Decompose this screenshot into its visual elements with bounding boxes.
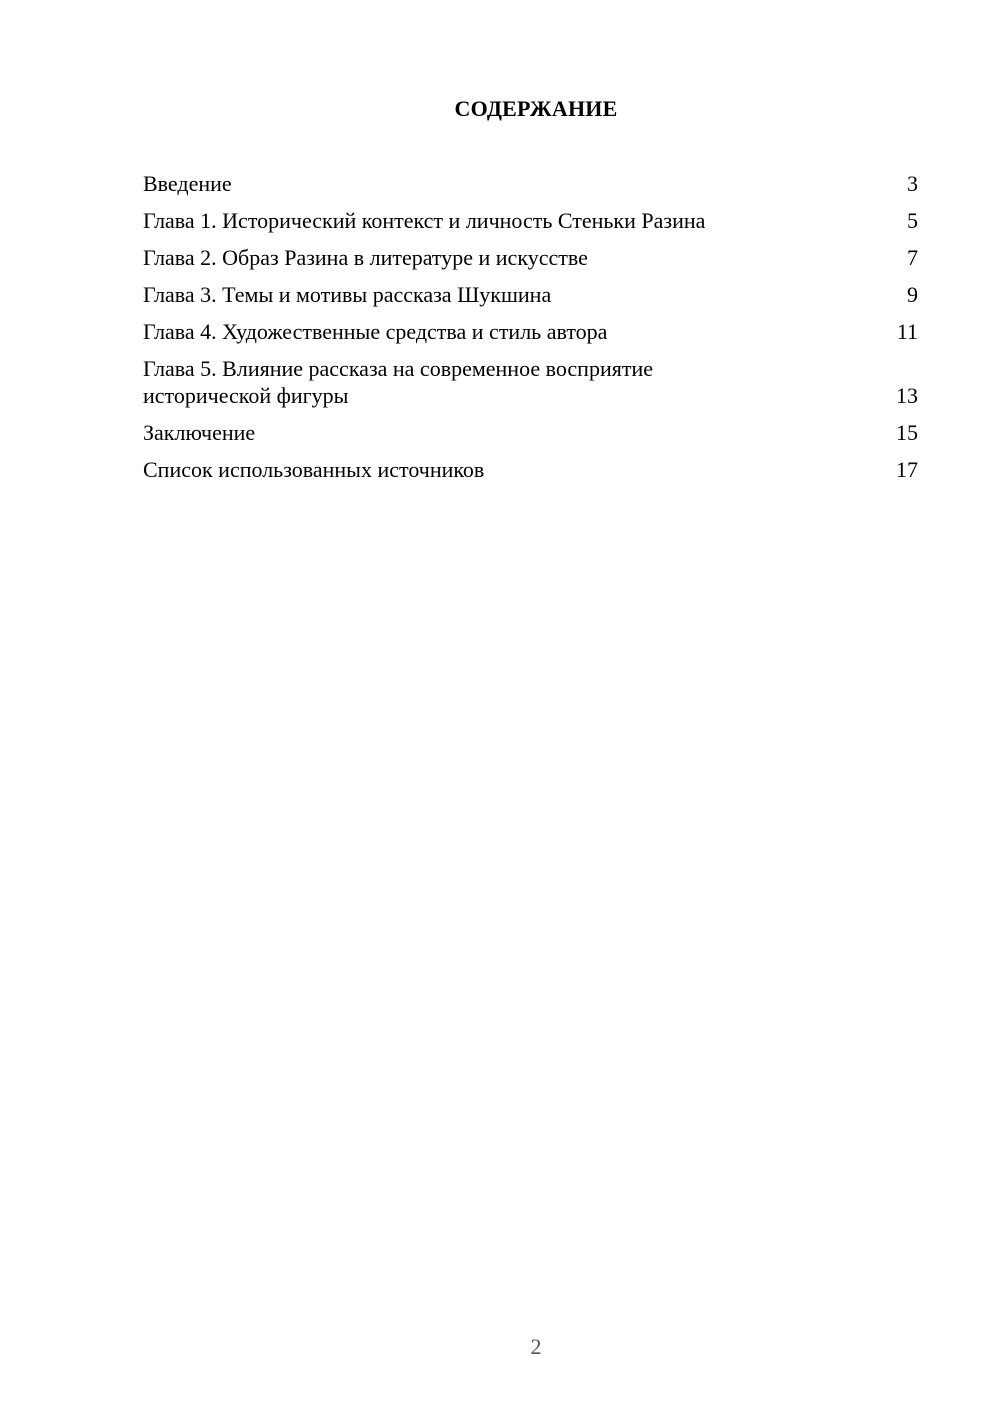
toc-entry-page: 11 [896, 319, 918, 344]
toc-entry-page: 5 [907, 208, 918, 233]
toc-entry-references[interactable] [143, 456, 918, 483]
toc-entry-label: Введение [143, 171, 232, 196]
table-of-contents [143, 170, 918, 493]
toc-entry-label: Список использованных источников [143, 457, 485, 482]
toc-entry-chapter-1[interactable] [143, 207, 918, 234]
toc-entry-label: Глава 2. Образ Разина в литературе и искусстве [143, 245, 588, 270]
toc-entry-label: Глава 4. Художественные средства и стиль автора [143, 319, 608, 344]
toc-entry-conclusion[interactable] [143, 419, 918, 446]
toc-entry-page: 15 [896, 420, 918, 445]
toc-entry-page: 13 [896, 383, 918, 408]
toc-entry-page: 17 [896, 457, 918, 482]
toc-entry-label: Глава 5. Влияние рассказа на современное восприятие исторической фигуры [143, 356, 653, 408]
toc-entry-chapter-4[interactable] [143, 318, 918, 345]
toc-entry-chapter-3[interactable] [143, 281, 918, 308]
page-number: 2 [530, 1334, 542, 1359]
toc-entry-label: Глава 3. Темы и мотивы рассказа Шукшина [143, 282, 552, 307]
toc-entry-introduction[interactable] [143, 170, 918, 197]
toc-entry-chapter-2[interactable] [143, 244, 918, 271]
toc-entry-page: 7 [907, 245, 918, 270]
toc-entry-page: 9 [907, 282, 918, 307]
toc-entry-label: Глава 1. Исторический контекст и личность Стеньки Разина [143, 208, 706, 233]
toc-title: СОДЕРЖАНИЕ [454, 96, 618, 121]
toc-entry-label: Заключение [143, 420, 256, 445]
toc-entry-chapter-5[interactable] [143, 355, 918, 409]
toc-entry-page: 3 [907, 171, 918, 196]
